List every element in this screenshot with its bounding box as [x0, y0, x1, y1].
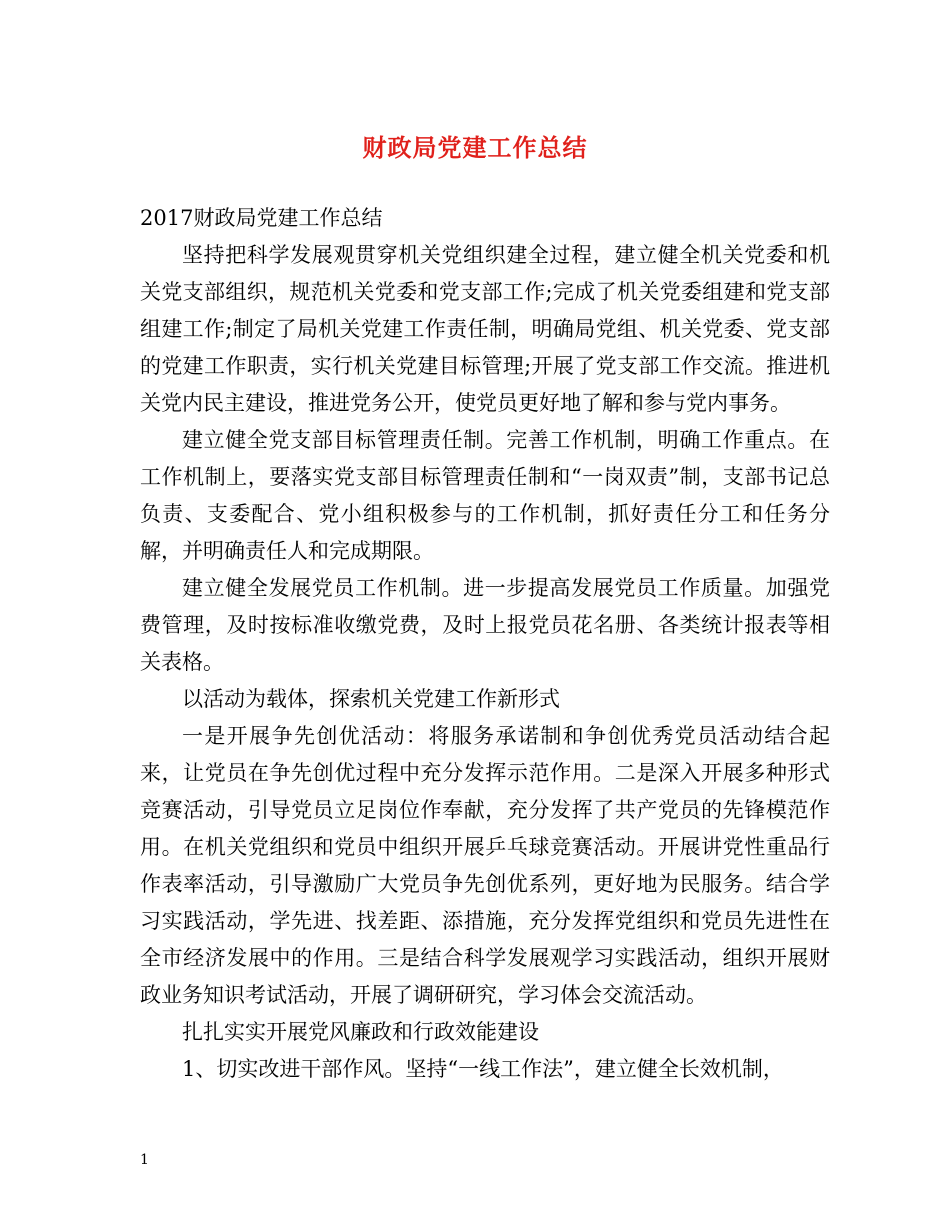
paragraph: 建立健全发展党员工作机制。进一步提高发展党员工作质量。加强党费管理，及时按标准收缴党费，及时上报党员花名册、各类统计报表等相关表格。 — [140, 576, 830, 674]
section-heading: 扎扎实实开展党风廉政和行政效能建设 — [182, 1020, 539, 1044]
page-number: 1 — [140, 1152, 149, 1168]
document-body — [140, 200, 830, 1088]
document-subtitle: 2017财政局党建工作总结 — [140, 206, 383, 230]
paragraph: 坚持把科学发展观贯穿机关党组织建全过程，建立健全机关党委和机关党支部组织，规范机关党委和党支部工作;完成了机关党委组建和党支部组建工作;制定了局机关党建工作责任制，明确局党组、机关党委、党支部的党建工作职责，实行机关党建目标管理;开展了党支部工作交流。推进机关党内民主建设，推进党务公开，使党员更好地了解和参与党内事务。 — [140, 243, 830, 415]
paragraph: 一是开展争先创优活动：将服务承诺制和争创优秀党员活动结合起来，让党员在争先创优过程中充分发挥示范作用。二是深入开展多种形式竞赛活动，引导党员立足岗位作奉献，充分发挥了共产党员的先锋模范作用。在机关党组织和党员中组织开展乒乓球竞赛活动。开展讲党性重品行作表率活动，引导激励广大党员争先创优系列，更好地为民服务。结合学习实践活动，学先进、找差距、添措施，充分发挥党组织和党员先进性在全市经济发展中的作用。三是结合科学发展观学习实践活动，组织开展财政业务知识考试活动，开展了调研研究，学习体会交流活动。 — [140, 724, 830, 1007]
section-heading: 以活动为载体，探索机关党建工作新形式 — [182, 687, 560, 711]
paragraph: 建立健全党支部目标管理责任制。完善工作机制，明确工作重点。在工作机制上，要落实党支部目标管理责任制和“一岗双责”制，支部书记总负责、支委配合、党小组积极参与的工作机制，抓好责任分工和任务分解，并明确责任人和完成期限。 — [140, 428, 830, 563]
paragraph: 1、切实改进干部作风。坚持“一线工作法”，建立健全长效机制， — [182, 1057, 784, 1081]
document-title: 财政局党建工作总结 — [362, 133, 588, 162]
